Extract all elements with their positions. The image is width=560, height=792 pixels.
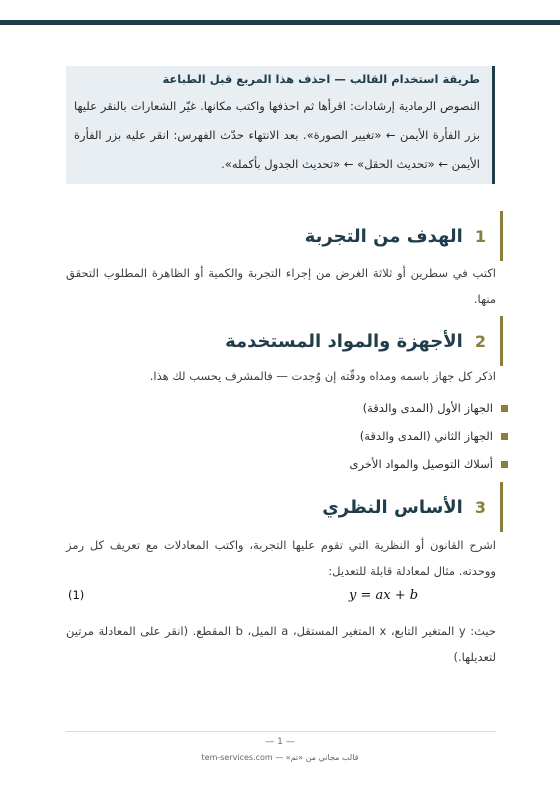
top-bar [0,20,560,25]
section-heading-theory [67,482,503,532]
list-item [68,422,508,450]
section-text-objective: اكتب في سطرين أو ثلاثة الغرض من إجراء التجربة والكمية أو الظاهرة المطلوب التحقق منها. [66,266,496,306]
instructions-body: النصوص الرمادية إرشادات: اقرأها ثم احذفها واكتب مكانها. غيّر الشعارات بالنقر عليها بزر الفأرة الأيمن ← «تغيير الصورة». بعد الانتهاء حدّث الفهرس: انقر عليه بزر الفأرة الأيمن ← «تحديث الحقل» ← «تحديث الجدول بأكمله». [74,99,480,171]
bullet-square-icon [501,405,508,412]
section-text-equipment: اذكر كل جهاز باسمه ومداه ودقّته إن وُجدت — فالمشرف يحسب لك هذا. [149,369,496,383]
instructions-box [66,66,495,184]
section-title: الأجهزة والمواد المستخدمة [225,330,463,352]
page-number: — 1 — [265,737,295,747]
section-heading-equipment [67,316,503,366]
equation[interactable]: y = ax + b [349,588,419,603]
list-item-label: الجهاز الثاني (المدى والدقة) [359,429,493,443]
footer-divider [66,731,496,732]
equipment-list [68,394,508,478]
instructions-title: طريقة استخدام القالب — احذف هذا المربع قبل الطباعة [162,72,480,86]
section-heading-objective [67,211,503,261]
equation-row [66,588,496,610]
bullet-square-icon [501,433,508,440]
section-number: 1 [474,226,486,246]
section-text-theory-notes: حيث: y المتغير التابع، x المتغير المستقل، a الميل، b المقطع. (انقر على المعادلة مرتين لتعديلها.) [66,624,496,664]
bullet-square-icon [501,461,508,468]
section-text-theory: اشرح القانون أو النظرية التي تقوم عليها التجربة، واكتب المعادلات مع تعريف كل رمز ووحدته. مثال لمعادلة قابلة للتعديل: [66,538,496,578]
list-item-label: أسلاك التوصيل والمواد الأخرى [349,457,493,471]
section-number: 3 [474,497,486,517]
list-item [68,450,508,478]
section-title: الأساس النظري [322,496,463,518]
list-item [68,394,508,422]
footer-site: قالب مجاني من «تم» — tem-services.com [201,753,359,762]
list-item-label: الجهاز الأول (المدى والدقة) [362,401,493,415]
equation-number: (1) [68,588,85,602]
section-title: الهدف من التجربة [304,225,463,247]
section-number: 2 [474,331,486,351]
